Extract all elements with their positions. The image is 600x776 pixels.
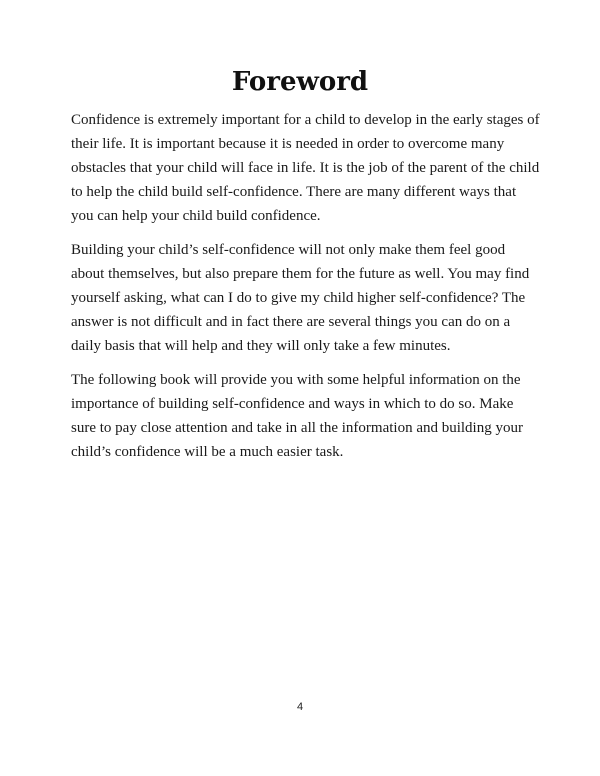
body-text (71, 108, 541, 474)
paragraph-2: Building your child’s self-confidence will not only make them feel good about themselves, but also prepare them for the future as well. You may find yourself asking, what can I do to give my child higher self-confidence? The answer is not difficult and in fact there are several things you can do on a daily basis that will help and they will only take a few minutes. (71, 242, 530, 354)
paragraph-1: Confidence is extremely important for a child to develop in the early stages of their life. It is important because it is needed in order to overcome many obstacles that your child will face in life. It is the job of the parent of the child to help the child build self-confidence. There are many different ways that you can help your child build confidence. (71, 112, 540, 224)
page-title: Foreword (231, 67, 369, 97)
page-number: 4 (296, 701, 304, 713)
paragraph-3: The following book will provide you with some helpful information on the importance of building self-confidence and ways in which to do so. Make sure to pay close attention and take in all the information and building your child’s confidence will be a much easier task. (71, 372, 523, 460)
